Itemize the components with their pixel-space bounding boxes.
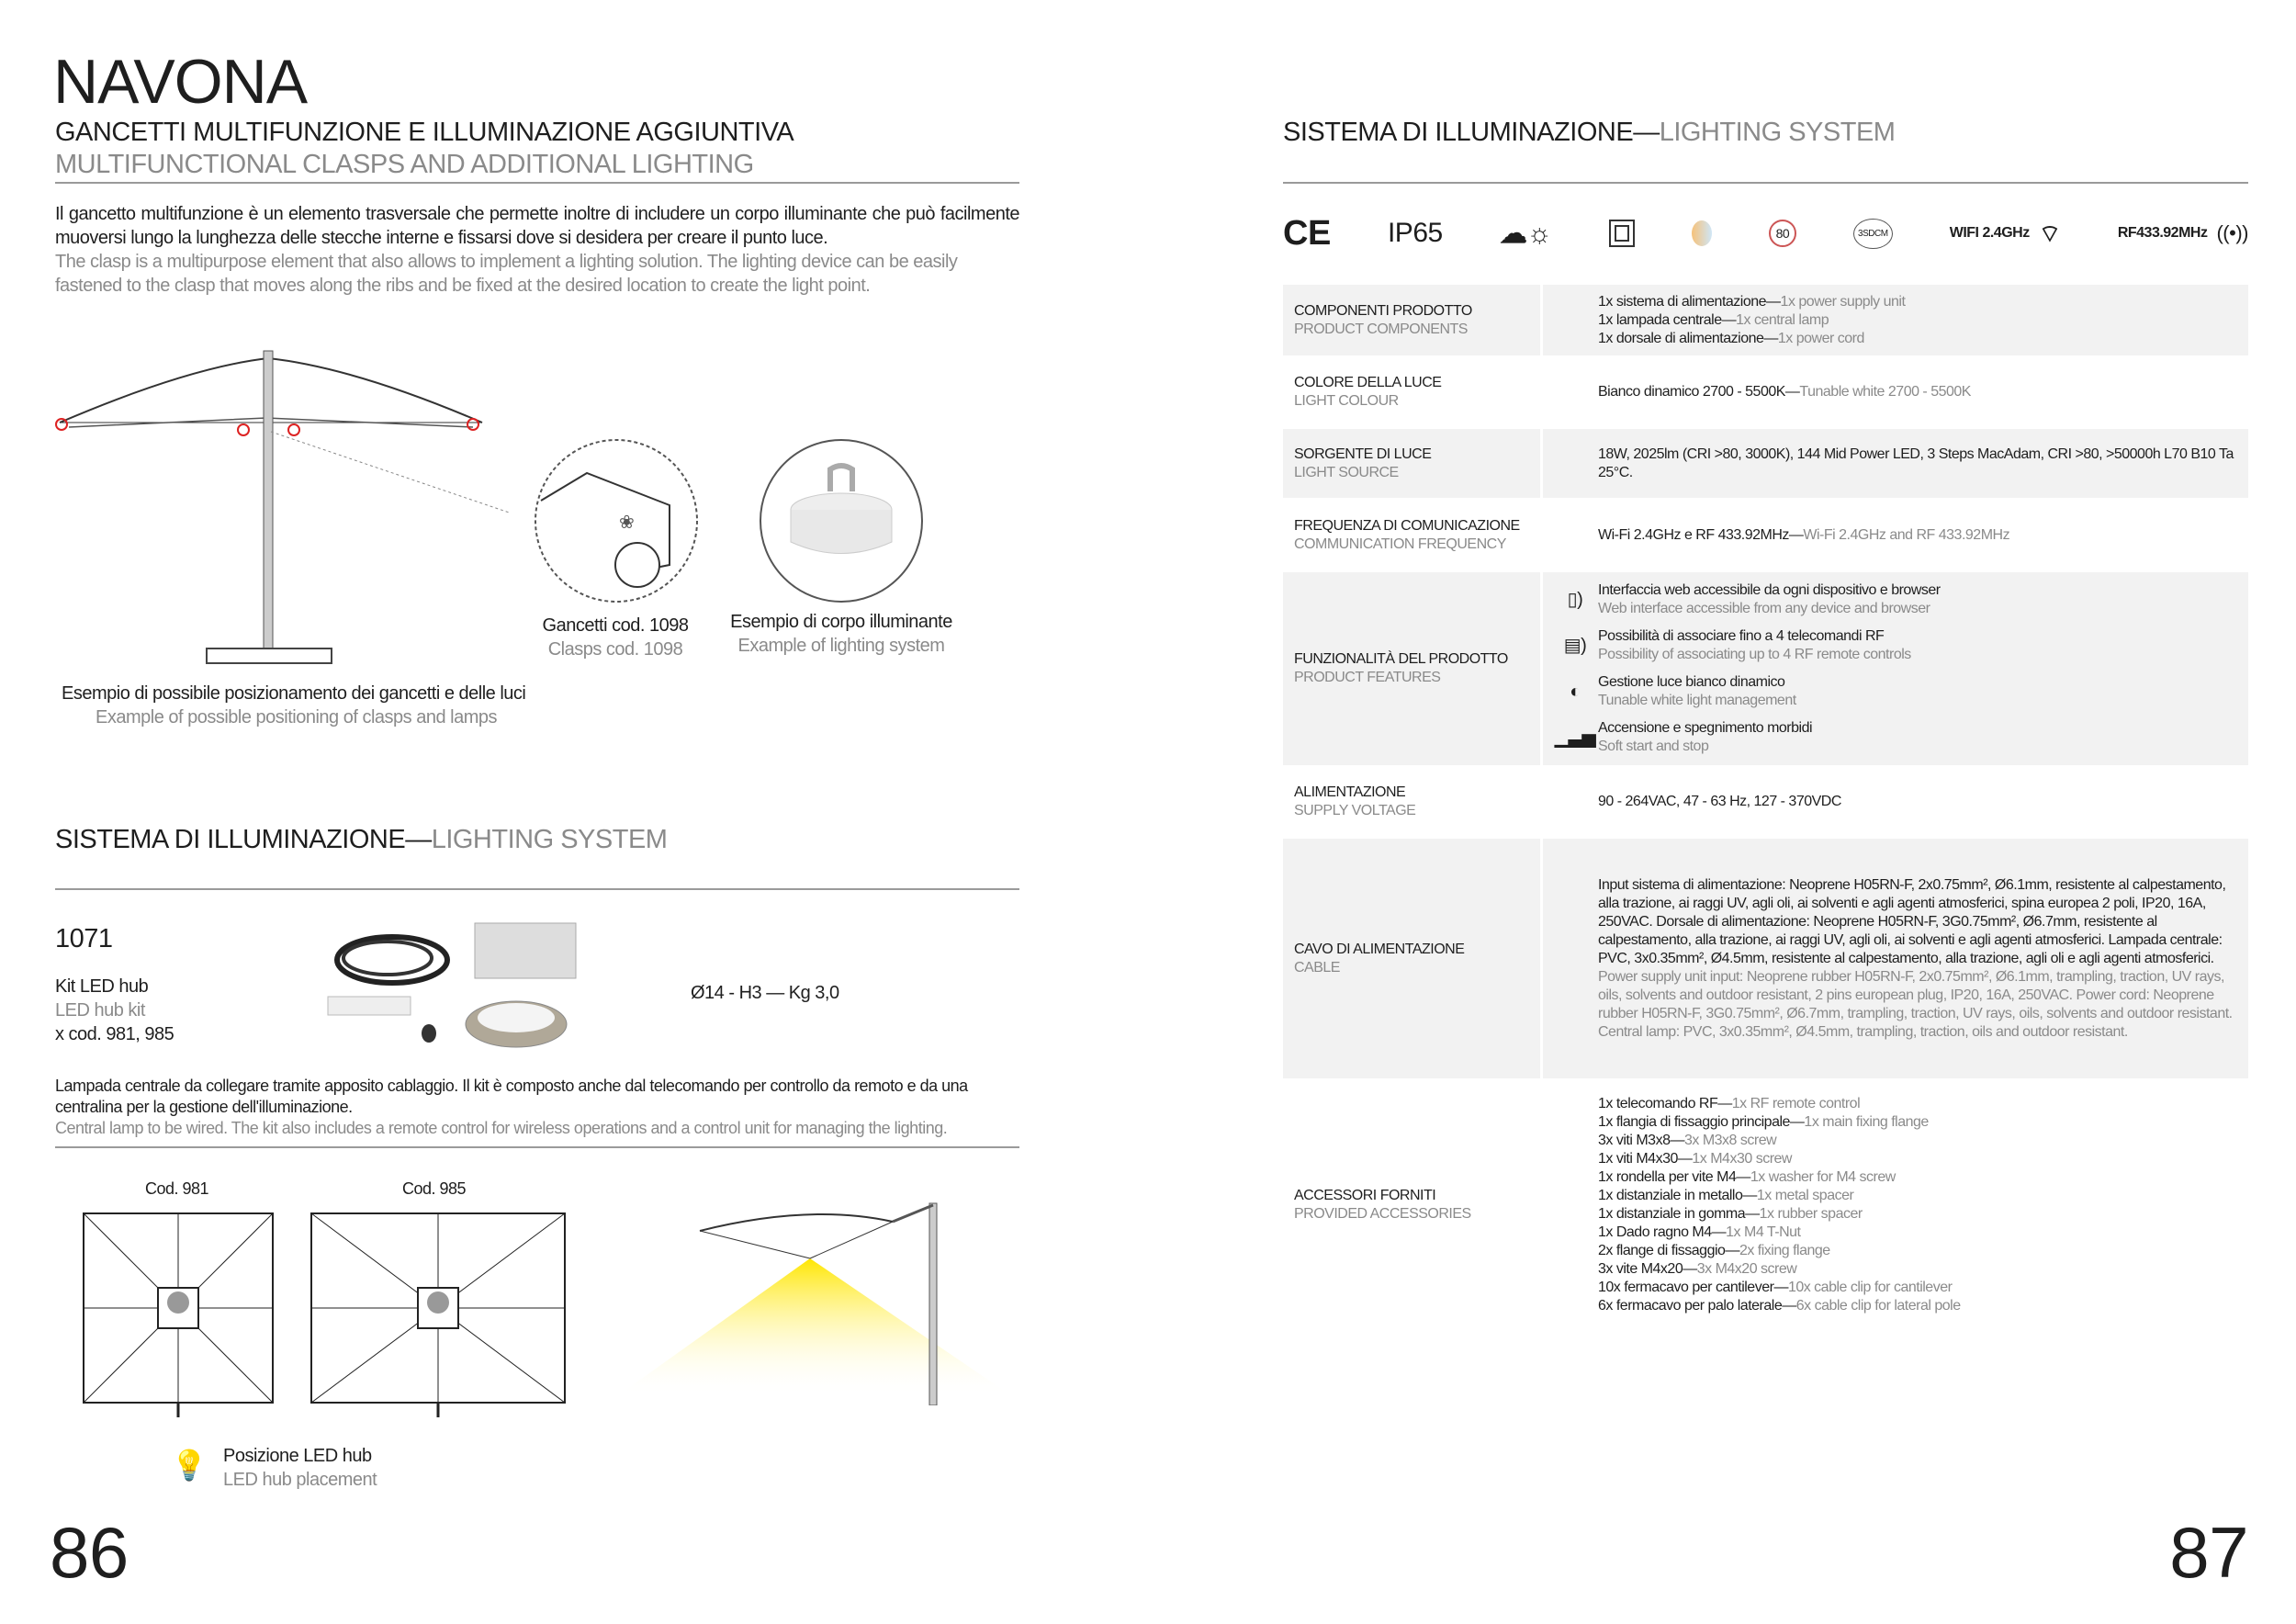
rf-text: RF433.92MHz — [2117, 225, 2208, 241]
divider — [1283, 182, 2248, 184]
value: 90 - 264VAC, 47 - 63 Hz, 127 - 370VDC — [1598, 794, 1841, 809]
umbrella-illustration — [51, 340, 510, 671]
table-row-colour: COLORE DELLA LUCE LIGHT COLOUR Bianco dinamico 2700 - 5500K—Tunable white 2700 - 5500K — [1283, 358, 2248, 426]
accessory-item: 2x flange di fissaggio—2x fixing flange — [1598, 1243, 1830, 1258]
divider — [55, 888, 1019, 890]
value-it: Wi-Fi 2.4GHz e RF 433.92MHz — [1598, 526, 1789, 543]
accessory-item: 1x distanziale in gomma—1x rubber spacer — [1598, 1206, 1863, 1222]
sdcm-icon — [1853, 219, 1893, 249]
accessory-item: 3x vite M4x20—3x M4x20 screw — [1598, 1261, 1797, 1277]
value-en: Power supply unit input: Neoprene rubber H05RN-F, 2x0.75mm², Ø6.1mm, trampling, traction, UV rays, oils, solvents and outdoor resistant, 2 pins european plug, IP20, 16A, 250VAC. Power cord: Neoprene rubber H05RN-F, 3G0.75mm², Ø6.7mm, trampling, traction, UV rays, oils, solvents and outdoor resistant. Central lamp: PVC, 3x0.35mm², Ø4.5mm, trampling, traction, oils and outdoor resistant. — [1598, 968, 2233, 1040]
lamp-caption-it: Esempio di corpo illuminante — [730, 612, 952, 632]
clasp-detail-image — [532, 436, 701, 605]
wifi-text: WIFI 2.4GHz — [1949, 225, 2030, 241]
table-row-source — [1283, 429, 2248, 498]
lamp-caption-en: Example of lighting system — [737, 636, 945, 656]
led-hub-kit-image — [323, 914, 590, 1056]
cod-981-label: Cod. 981 — [145, 1179, 209, 1198]
clasp-caption-en: Clasps cod. 1098 — [547, 639, 683, 660]
accessory-item: 1x rondella per vite M4—1x washer for M4 screw — [1598, 1169, 1896, 1185]
value-en: Wi-Fi 2.4GHz and RF 433.92MHz — [1803, 526, 2010, 543]
value-it: Bianco dinamico 2700 - 5500K — [1598, 384, 1785, 400]
section-title — [55, 824, 667, 856]
product-code: 1071 — [55, 924, 113, 953]
table-row-frequency: FREQUENZA DI COMUNICAZIONE COMMUNICATION FREQUENCY Wi-Fi 2.4GHz e RF 433.92MHz—Wi-Fi 2.4GHz and RF 433.92MHz — [1283, 501, 2248, 570]
separator: — — [1633, 118, 1660, 147]
accessory-item: 3x viti M3x8—3x M3x8 screw — [1598, 1133, 1777, 1148]
title-it: SISTEMA DI ILLUMINAZIONE — [1283, 118, 1634, 147]
row-label-en: LIGHT SOURCE — [1294, 464, 1399, 480]
bulb-icon: 💡 — [171, 1449, 208, 1482]
rf-label — [2118, 221, 2248, 245]
clasp-caption-it: Gancetti cod. 1098 — [542, 615, 689, 636]
row-label-en: COMMUNICATION FREQUENCY — [1294, 536, 1506, 552]
lighting-cone-illustration — [617, 1194, 1012, 1405]
value-en: Tunable white 2700 - 5500K — [1799, 384, 1971, 400]
row-label-it: FUNZIONALITÀ DEL PRODOTTO — [1294, 651, 1508, 667]
row-label-it: COMPONENTI PRODOTTO — [1294, 302, 1472, 319]
divider — [55, 1146, 1019, 1148]
row-label-it: ALIMENTAZIONE — [1294, 784, 1406, 800]
sdcm-value: 3SDCM — [1853, 219, 1893, 249]
row-label-en: LIGHT COLOUR — [1294, 393, 1399, 409]
row-label-it: FREQUENZA DI COMUNICAZIONE — [1294, 517, 1520, 534]
page-number-right: 87 — [2169, 1512, 2248, 1593]
page-number-left: 86 — [50, 1512, 129, 1593]
right-section-title — [1283, 117, 1895, 149]
accessories-list — [1543, 1081, 2248, 1329]
subtitle-en: MULTIFUNCTIONAL CLASPS AND ADDITIONAL LIGHTING — [55, 150, 754, 179]
kit-name-en: LED hub kit — [55, 1000, 145, 1021]
tunable-white-icon: ◐ — [1570, 682, 1581, 702]
table-row-cable — [1283, 839, 2248, 1078]
intro-en: The clasp is a multipurpose element that also allows to implement a lighting solution. The lighting device can be easily fastened to the clasp that moves along the ribs and be fixed at the desired location to create the light point. — [55, 252, 958, 296]
feature-item: ▯) Interfaccia web accessibile da ogni dispositivo e browser Web interface accessible from any device and browser — [1552, 581, 2235, 618]
title-en: LIGHTING SYSTEM — [1659, 118, 1896, 147]
cod-985-label: Cod. 985 — [402, 1179, 467, 1198]
ip65-icon: IP65 — [1387, 218, 1443, 248]
tunable-white-color-icon — [1692, 220, 1712, 246]
table-row-accessories — [1283, 1081, 2248, 1329]
wifi-icon: ⌔ — [2038, 219, 2061, 247]
accessory-item: 1x distanziale in metallo—1x metal spacer — [1598, 1188, 1854, 1203]
position-caption-it: Esempio di possibile posizionamento dei gancetti e delle luci — [62, 683, 526, 704]
row-label-it: CAVO DI ALIMENTAZIONE — [1294, 941, 1465, 957]
certification-icons-row — [1283, 211, 2248, 255]
row-label-it: COLORE DELLA LUCE — [1294, 375, 1442, 390]
position-caption-en: Example of possible positioning of clasps and lamps — [96, 707, 497, 727]
value-it: Input sistema di alimentazione: Neoprene H05RN-F, 2x0.75mm², Ø6.1mm, resistente al calpestamento, alla trazione, ai raggi UV, agli oli, ai solventi e agli agenti atmosferici, spina europea 2 poli, IP20, 16A, 250VAC. Dorsale di alimentazione: Neoprene H05RN-F, 3G0.75mm², Ø6.7mm, resistente al calpestamento, alla trazione, ai raggi UV, agli oli, ai solventi e agli agenti atmosferici. Lampada centrale: PVC, 3x0.35mm², Ø4.5mm, resistente al calpestamento, alla trazione, agli oli e agli agenti atmosferici. — [1598, 876, 2226, 966]
row-label-it: SORGENTE DI LUCE — [1294, 445, 1432, 462]
row-label-it: ACCESSORI FORNITI — [1294, 1188, 1436, 1203]
row-label-en: PRODUCT FEATURES — [1294, 670, 1441, 685]
rf-signal-icon: ((•)) — [2216, 221, 2248, 244]
row-label-en: CABLE — [1294, 959, 1340, 976]
accessory-item: 1x viti M4x30—1x M4x30 screw — [1598, 1151, 1792, 1167]
accessory-item: 1x flangia di fissaggio principale—1x main fixing flange — [1598, 1114, 1929, 1130]
table-row-features — [1283, 572, 2248, 765]
table-row-supply — [1283, 768, 2248, 836]
dimensions: Ø14 - H3 — Kg 3,0 — [691, 983, 839, 1003]
table-row-components — [1283, 285, 2248, 355]
section-title-it: SISTEMA DI ILLUMINAZIONE — [55, 825, 406, 854]
ce-mark-icon: CE — [1283, 213, 1331, 253]
svg-text:❀: ❀ — [619, 513, 635, 533]
hub-placement-en: LED hub placement — [223, 1470, 377, 1490]
kit-compatibility: x cod. 981, 985 — [55, 1024, 174, 1044]
accessory-item: 1x telecomando RF—1x RF remote control — [1598, 1096, 1861, 1111]
subtitle-it: GANCETTI MULTIFUNZIONE E ILLUMINAZIONE AGGIUNTIVA — [55, 118, 794, 147]
row-label-en: SUPPLY VOLTAGE — [1294, 803, 1416, 818]
feature-item: ▁▃▅ Accensione e spegnimento morbidi Soft start and stop — [1552, 719, 2235, 756]
row-label-en: PROVIDED ACCESSORIES — [1294, 1206, 1471, 1222]
hub-placement-it: Posizione LED hub — [223, 1446, 372, 1466]
cri-value: 80 — [1769, 220, 1796, 247]
divider — [55, 182, 1019, 184]
class-ii-icon — [1609, 220, 1635, 247]
smartphone-icon: ▯) — [1567, 590, 1583, 610]
accessory-item: 1x Dado ragno M4—1x M4 T-Nut — [1598, 1224, 1801, 1240]
remote-icon: ▤) — [1563, 636, 1587, 656]
weather-icon: ☁☼ — [1499, 218, 1552, 249]
page-title: NAVONA — [53, 47, 308, 117]
intro-it: Il gancetto multifunzione è un elemento trasversale che permette inoltre di includere un corpo illuminante che può facilmente muoversi lungo la lunghezza delle stecche interne e fissarsi dove si desidera per creare il punto luce. — [55, 204, 1019, 248]
lamp-detail-image — [757, 436, 926, 605]
feature-item: ▤) Possibilità di associare fino a 4 telecomandi RF Possibility of associating up to 4 RF remote controls — [1552, 627, 2235, 664]
cod-981-diagram — [81, 1211, 276, 1424]
accessory-item: 6x fermacavo per palo laterale—6x cable clip for lateral pole — [1598, 1298, 1961, 1314]
section-title-en: LIGHTING SYSTEM — [431, 825, 668, 854]
wifi-label — [1950, 219, 2061, 249]
row-label-en: PRODUCT COMPONENTS — [1294, 321, 1468, 337]
kit-name-it: Kit LED hub — [55, 976, 149, 997]
specifications-table — [1283, 282, 2248, 1332]
components-list: 1x sistema di alimentazione—1x power supply unit 1x lampada centrale—1x central lamp 1x dorsale di alimentazione—1x power cord — [1543, 285, 2248, 355]
cri-icon — [1769, 220, 1796, 247]
value: 18W, 2025lm (CRI >80, 3000K), 144 Mid Power LED, 3 Steps MacAdam, CRI >80, >50000h L70 B10 Ta 25°C. — [1543, 429, 2248, 498]
kit-description-en: Central lamp to be wired. The kit also includes a remote control for wireless operations and a control unit for managing the lighting. — [55, 1119, 948, 1137]
kit-description-it: Lampada centrale da collegare tramite apposito cablaggio. Il kit è composto anche dal telecomando per controllo da remoto e da una centralina per la gestione dell'illuminazione. — [55, 1077, 968, 1116]
accessory-item: 10x fermacavo per cantilever—10x cable clip for cantilever — [1598, 1280, 1953, 1295]
feature-item: ◐ Gestione luce bianco dinamico Tunable white light management — [1552, 673, 2235, 710]
separator: — — [405, 825, 432, 854]
cod-985-diagram — [309, 1211, 568, 1424]
dimming-icon: ▁▃▅ — [1554, 727, 1596, 748]
